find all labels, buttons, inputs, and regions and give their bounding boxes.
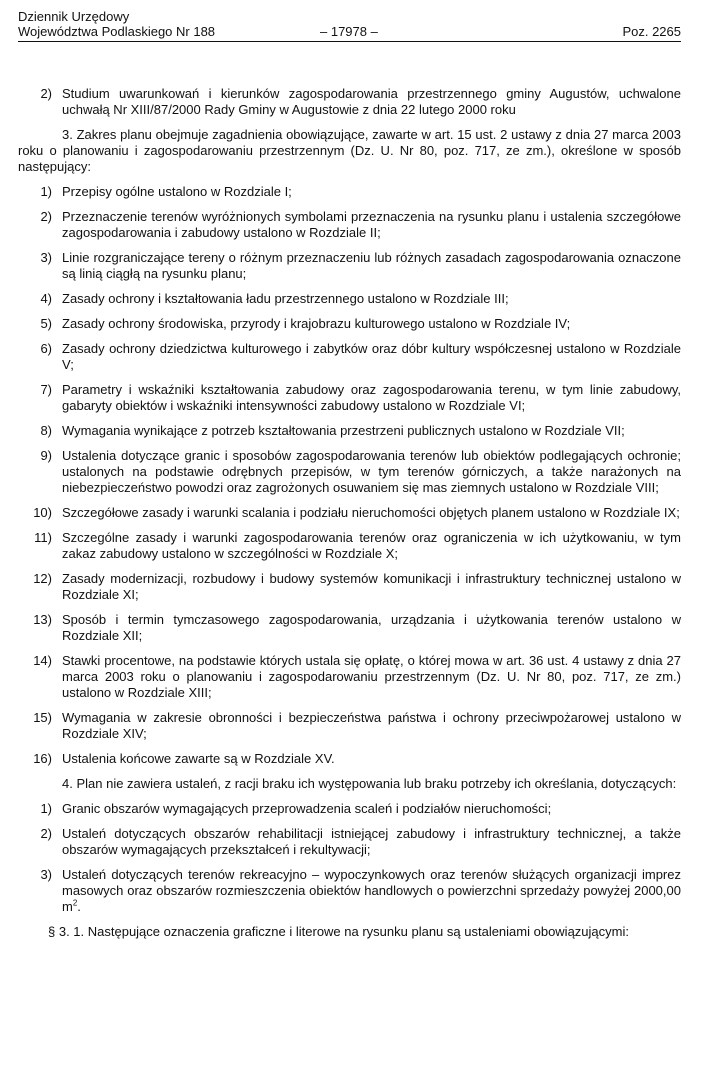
page-header: [18, 9, 681, 42]
list-item-text: Ustaleń dotyczących obszarów rehabilitacji istniejącej zabudowy i infrastruktury technicznej, a także obszarów wymagających przekształceń i rekultywacji;: [62, 826, 681, 857]
list-item-number: 12): [33, 571, 52, 586]
list-item: [18, 530, 681, 562]
scope-list: [18, 184, 681, 767]
list-item-text: Linie rozgraniczające tereny o różnym przeznaczeniu lub różnych zasadach zagospodarowania oznaczone są linią ciągłą na rysunku planu;: [62, 250, 681, 281]
list-item-number: 2): [40, 209, 52, 224]
list-item: [18, 801, 681, 817]
list-item-text: Przeznaczenie terenów wyróżnionych symbolami przeznaczenia na rysunku planu i ustalenia szczegółowe zagospodarowania i zabudowy ustalono w Rozdziale II;: [62, 209, 681, 240]
list-item-text: Szczególne zasady i warunki zagospodarowania terenów oraz ograniczenia w ich użytkowaniu, w tym zakaz zabudowy ustalono w szczególności w Rozdziale X;: [62, 530, 681, 561]
list-item-number: 13): [33, 612, 52, 627]
page-number: – 17978 –: [320, 24, 378, 39]
list-item-text: Zasady ochrony dziedzictwa kulturowego i zabytków oraz dóbr kultury współczesnej ustalono w Rozdziale V;: [62, 341, 681, 372]
list-item: [18, 86, 681, 118]
list-item: [18, 341, 681, 373]
list-item-text: Przepisy ogólne ustalono w Rozdziale I;: [62, 184, 292, 199]
list-item: [18, 867, 681, 915]
publication-title: Dziennik Urzędowy: [18, 9, 130, 24]
list-item: [18, 209, 681, 241]
list-item-text: Ustalenia końcowe zawarte są w Rozdziale XV.: [62, 751, 335, 766]
list-item: [18, 505, 681, 521]
superscript: 2: [72, 898, 78, 908]
list-item-number: 1): [40, 184, 52, 199]
list-item-number: 6): [40, 341, 52, 356]
exclusions-list: [18, 801, 681, 915]
list-item-text: Stawki procentowe, na podstawie których ustala się opłatę, o której mowa w art. 36 ust. 4 ustawy z dnia 27 marca 2003 roku o planowaniu i zagospodarowaniu przestrzennym (Dz. U. Nr 80, poz. 717, ze zm.) ustalono w Rozdziale XIII;: [62, 653, 681, 700]
list-item-text: Ustalenia dotyczące granic i sposobów zagospodarowania terenów lub obiektów podlegających ochronie; ustalonych na podstawie odrębnych przepisów, w tym terenów górniczych, a także narażonych na niebezpieczeństwo powodzi oraz zagrożonych osuwaniem się mas ziemnych ustalono w Rozdziale VIII;: [62, 448, 681, 495]
list-item-number: 7): [40, 382, 52, 397]
paragraph-4: 4. Plan nie zawiera ustaleń, z racji braku ich występowania lub braku potrzeby ich określania, dotyczących:: [62, 776, 677, 791]
list-item: [18, 184, 681, 200]
list-item: [18, 710, 681, 742]
list-item-number: 9): [40, 448, 52, 463]
list-item-number: 8): [40, 423, 52, 438]
position-number: Poz. 2265: [622, 24, 681, 39]
list-item-text: Wymagania w zakresie obronności i bezpieczeństwa państwa i ochrony przeciwpożarowej ustalono w Rozdziale XIV;: [62, 710, 681, 741]
list-item-number: 3): [40, 867, 52, 882]
list-item-text: Zasady modernizacji, rozbudowy i budowy systemów komunikacji i infrastruktury technicznej ustalono w Rozdziale XI;: [62, 571, 681, 602]
list-item-text: Sposób i termin tymczasowego zagospodarowania, urządzania i użytkowania terenów ustalono w Rozdziale XII;: [62, 612, 681, 643]
list-item: [18, 751, 681, 767]
list-item-number: 2): [40, 86, 52, 101]
list-item-number: 14): [33, 653, 52, 668]
list-item-text: Wymagania wynikające z potrzeb kształtowania przestrzeni publicznych ustalono w Rozdziale VII;: [62, 423, 625, 438]
list-item-text: Granic obszarów wymagających przeprowadzenia scaleń i podziałów nieruchomości;: [62, 801, 552, 816]
list-item-number: 16): [33, 751, 52, 766]
list-item: [18, 571, 681, 603]
list-item: [18, 423, 681, 439]
list-item-text: Zasady ochrony środowiska, przyrody i krajobrazu kulturowego ustalono w Rozdziale IV;: [62, 316, 571, 331]
list-item: [18, 826, 681, 858]
list-item-number: 4): [40, 291, 52, 306]
list-item-number: 5): [40, 316, 52, 331]
list-item-number: 2): [40, 826, 52, 841]
list-item-text: Ustaleń dotyczących terenów rekreacyjno – wypoczynkowych oraz terenów służących organizacji imprez masowych oraz obszarów rozmieszczenia obiektów handlowych o powierzchni sprzedaży powyżej 2000,00 m: [62, 867, 681, 914]
list-item: [18, 612, 681, 644]
list-item-number: 11): [34, 530, 52, 545]
list-item: [18, 382, 681, 414]
list-item-number: 1): [40, 801, 52, 816]
list-item-text: Parametry i wskaźniki kształtowania zabudowy oraz zagospodarowania terenu, w tym linie zabudowy, gabaryty obiektów i wskaźniki intensywności zabudowy ustalono w Rozdziale VI;: [62, 382, 681, 413]
paragraph-3: 3. Zakres planu obejmuje zagadnienia obowiązujące, zawarte w art. 15 ust. 2 ustawy z dnia 27 marca 2003 roku o planowaniu i zagospodarowaniu przestrzennym (Dz. U. Nr 80, poz. 717, ze zm.), określone w sposób następujący:: [18, 127, 681, 174]
list-item-number: 15): [33, 710, 52, 725]
list-item: [18, 250, 681, 282]
list-item-text: Szczegółowe zasady i warunki scalania i podziału nieruchomości objętych planem ustalono w Rozdziale IX;: [62, 505, 680, 520]
voivodeship-issue: Województwa Podlaskiego Nr 188: [18, 24, 216, 39]
list-item: [18, 316, 681, 332]
list-item: [18, 291, 681, 307]
list-item-tail: .: [77, 899, 81, 914]
list-item-text: Zasady ochrony i kształtowania ładu przestrzennego ustalono w Rozdziale III;: [62, 291, 509, 306]
header-row: [18, 24, 681, 42]
list-item: [18, 448, 681, 496]
list-item-text: Studium uwarunkowań i kierunków zagospodarowania przestrzennego gminy Augustów, uchwalone uchwałą Nr XIII/87/2000 Rady Gminy w Augustowie z dnia 22 lutego 2000 roku: [62, 86, 681, 117]
paragraph-section-3: § 3. 1. Następujące oznaczenia graficzne i literowe na rysunku planu są ustaleniami obowiązującymi:: [48, 924, 629, 939]
list-item-number: 10): [33, 505, 52, 520]
list-item-number: 3): [40, 250, 52, 265]
document-body: [18, 86, 681, 940]
list-item: [18, 653, 681, 701]
